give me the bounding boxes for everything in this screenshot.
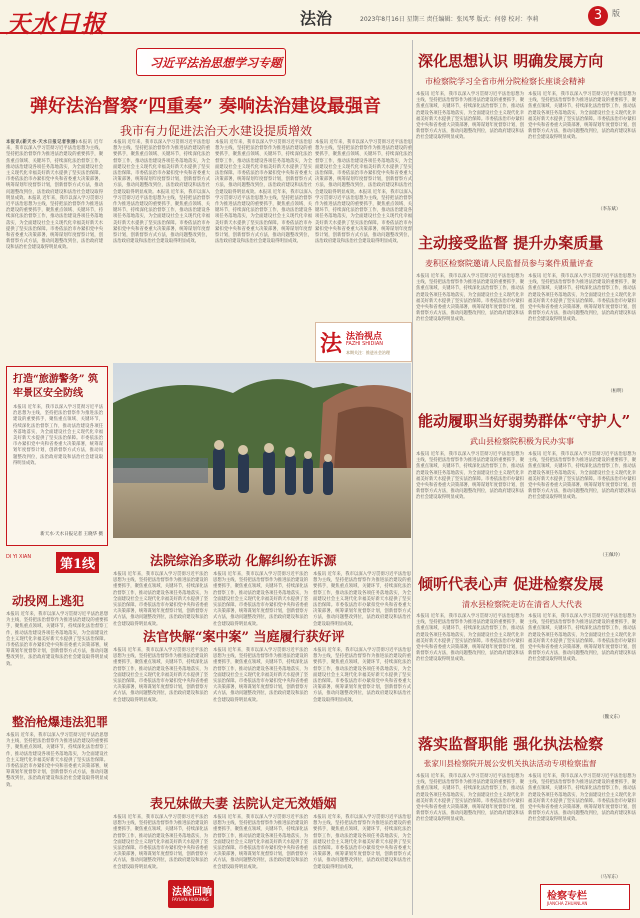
mid-item-2-col-2: 本报讯 近年来，我市以深入学习贯彻习近平法治思想为主线，坚持把法治督察作为推进法治建设的重要抓手，聚焦重点领域、关键环节，持续深化法治督察工作，推动法治建设各项任务落地落实，为全面建设社会主义现代化幸福美好新天水提供了坚实法治保障。市委依法治市办紧扣党中央和省委重大决策部署，统筹谋划年度督察计划，创新督察方式方法，推动问题整改到位，法治政府建设和法治社会建设取得明显成效。 <box>213 648 308 703</box>
right-item-1-author: （李东斌） <box>598 207 621 212</box>
mid-item-2-col-1: 本报讯 近年来，我市以深入学习贯彻习近平法治思想为主线，坚持把法治督察作为推进法治建设的重要抓手，聚焦重点领域、关键环节，持续深化法治督察工作，推动法治建设各项任务落地落实，为全面建设社会主义现代化幸福美好新天水提供了坚实法治保障。市委依法治市办紧扣党中央和省委重大决策部署，统筹谋划年度督察计划，创新督察方式方法，推动问题整改到位，法治政府建设和法治社会建设取得明显成效。 <box>113 648 208 703</box>
lead-body-cont: 本报讯 近年来，我市以深入学习贯彻习近平法治思想为主线，坚持把法治督察作为推进法治建设的重要抓手，聚焦重点领域、关键环节，持续深化法治督察工作，推动法治建设各项任务落地落实，为全面建设社会主义现代化幸福美好新天水提供了坚实法治保障。市委依法治市办紧扣党中央和省委重大决策部署，统筹谋划年度督察计划，创新督察方式方法，推动问题整改到位，法治政府建设和法治社会建设取得明显成效。 <box>215 189 312 245</box>
lead-body: 本报讯 近年来，我市以深入学习贯彻习近平法治思想为主线，坚持把法治督察作为推进法治建设的重要抓手，聚焦重点领域、关键环节，持续深化法治督察工作，推动法治建设各项任务落地落实，为全面建设社会主义现代化幸福美好新天水提供了坚实法治保障。市委依法治市办紧扣党中央和省委重大决策部署，统筹谋划年度督察计划，创新督察方式方法，推动问题整改到位，法治政府建设和法治社会建设取得明显成效。 <box>215 140 312 195</box>
section-name: 法治 <box>300 9 333 28</box>
right-item-4-subtitle: 清水县检察院走访在清省人大代表 <box>462 600 582 609</box>
mid-item-3-col-2: 本报讯 近年来，我市以深入学习贯彻习近平法治思想为主线，坚持把法治督察作为推进法治建设的重要抓手，聚焦重点领域、关键环节，持续深化法治督察工作，推动法治建设各项任务落地落实，为全面建设社会主义现代化幸福美好新天水提供了坚实法治保障。市委依法治市办紧扣党中央和省委重大决策部署，统筹谋划年度督察计划，创新督察方式方法，推动问题整改到位，法治政府建设和法治社会建设取得明显成效。 <box>213 815 308 870</box>
left-item-2-title: 整治枪爆违法犯罪 <box>12 715 109 729</box>
column-divider <box>412 40 413 915</box>
law-glyph-icon: 法 <box>320 331 343 357</box>
right-item-3-col-2: 本报讯 近年来，我市以深入学习贯彻习近平法治思想为主线，坚持把法治督察作为推进法治建设的重要抓手，聚焦重点领域、关键环节，持续深化法治督察工作，推动法治建设各项任务落地落实，为全面建设社会主义现代化幸福美好新天水提供了坚实法治保障。市委依法治市办紧扣党中央和省委重大决策部署，统筹谋划年度督察计划，创新督察方式方法，推动问题整改到位，法治政府建设和法治社会建设取得明显成效。 <box>528 452 636 501</box>
law-column-box <box>315 322 412 362</box>
police-patrol-photo <box>113 363 411 538</box>
right-item-2-author: （桓明） <box>608 389 626 394</box>
lead-body: 本报讯 近年来，我市以深入学习贯彻习近平法治思想为主线，坚持把法治督察作为推进法治建设的重要抓手，聚焦重点领域、关键环节，持续深化法治督察工作，推动法治建设各项任务落地落实，为全面建设社会主义现代化幸福美好新天水提供了坚实法治保障。市委依法治市办紧扣党中央和省委重大决策部署，统筹谋划年度督察计划，创新督察方式方法，推动问题整改到位，法治政府建设和法治社会建设取得明显成效。 <box>113 140 210 195</box>
lead-body: 本报讯 近年来，我市以深入学习贯彻习近平法治思想为主线，坚持把法治督察作为推进法治建设的重要抓手，聚焦重点领域、关键环节，持续深化法治督察工作，推动法治建设各项任务落地落实，为全面建设社会主义现代化幸福美好新天水提供了坚实法治保障。市委依法治市办紧扣党中央和省委重大决策部署，统筹谋划年度督察计划，创新督察方式方法，推动问题整改到位，法治政府建设和法治社会建设取得明显成效。 <box>6 140 103 201</box>
right-item-1-title: 深化思想认识 明确发展方向 <box>418 52 604 70</box>
left-item-2-body: 本报讯 近年来，我市以深入学习贯彻习近平法治思想为主线，坚持把法治督察作为推进法治建设的重要抓手，聚焦重点领域、关键环节，持续深化法治督察工作，推动法治建设各项任务落地落实，为全面建设社会主义现代化幸福美好新天水提供了坚实法治保障。市委依法治市办紧扣党中央和省委重大决策部署，统筹谋划年度督察计划，创新督察方式方法，推动问题整改到位，法治政府建设和法治社会建设取得明显成效。 <box>6 733 108 788</box>
right-item-3-title: 能动履职当好弱势群体“守护人” <box>418 412 631 430</box>
first-line-label: 第1线 <box>56 552 99 573</box>
right-item-3-col-1: 本报讯 近年来，我市以深入学习贯彻习近平法治思想为主线，坚持把法治督察作为推进法治建设的重要抓手，聚焦重点领域、关键环节，持续深化法治督察工作，推动法治建设各项任务落地落实，为全面建设社会主义现代化幸福美好新天水提供了坚实法治保障。市委依法治市办紧扣党中央和省委重大决策部署，统筹谋划年度督察计划，创新督察方式方法，推动问题整改到位，法治政府建设和法治社会建设取得明显成效。 <box>416 452 524 501</box>
mid-item-1-col-2: 本报讯 近年来，我市以深入学习贯彻习近平法治思想为主线，坚持把法治督察作为推进法治建设的重要抓手，聚焦重点领域、关键环节，持续深化法治督察工作，推动法治建设各项任务落地落实，为全面建设社会主义现代化幸福美好新天水提供了坚实法治保障。市委依法治市办紧扣党中央和省委重大决策部署，统筹谋划年度督察计划，创新督察方式方法，推动问题整改到位，法治政府建设和法治社会建设取得明显成效。 <box>213 572 308 627</box>
right-item-3-author: （王佩玲） <box>600 553 623 558</box>
right-item-4-author: （魏文东） <box>600 715 623 720</box>
masthead <box>0 0 640 38</box>
right-item-4-col-1: 本报讯 近年来，我市以深入学习贯彻习近平法治思想为主线，坚持把法治督察作为推进法治建设的重要抓手，聚焦重点领域、关键环节，持续深化法治督察工作，推动法治建设各项任务落地落实，为全面建设社会主义现代化幸福美好新天水提供了坚实法治保障。市委依法治市办紧扣党中央和省委重大决策部署，统筹谋划年度督察计划，创新督察方式方法，推动问题整改到位，法治政府建设和法治社会建设取得明显成效。 <box>416 614 524 663</box>
right-item-4-title: 倾听代表心声 促进检察发展 <box>418 575 604 593</box>
jiancha-badge-title: 检察专栏 <box>547 891 587 902</box>
sidebar-box <box>6 366 108 546</box>
sidebar-box-body: 本报讯 近年来，我市以深入学习贯彻习近平法治思想为主线，坚持把法治督察作为推进法治建设的重要抓手，聚焦重点领域、关键环节，持续深化法治督察工作，推动法治建设各项任务落地落实，为全面建设社会主义现代化幸福美好新天水提供了坚实法治保障。市委依法治市办紧扣党中央和省委重大决策部署，统筹谋划年度督察计划，创新督察方式方法，推动问题整改到位，法治政府建设和法治社会建设取得明显成效。 <box>13 405 103 466</box>
lead-col-1 <box>6 140 103 360</box>
right-item-1-subtitle: 市检察院学习全省市州分院检察长座谈会精神 <box>425 77 585 86</box>
jiancha-badge <box>540 884 630 910</box>
lead-byline: 本报讯(新天水·天水日报记者张丽) <box>6 140 78 145</box>
edition-label: 版 <box>612 9 620 18</box>
lead-col-3 <box>215 140 312 360</box>
lead-body-cont: 本报讯 近年来，我市以深入学习贯彻习近平法治思想为主线，坚持把法治督察作为推进法治建设的重要抓手，聚焦重点领域、关键环节，持续深化法治督察工作，推动法治建设各项任务落地落实，为全面建设社会主义现代化幸福美好新天水提供了坚实法治保障。市委依法治市办紧扣党中央和省委重大决策部署，统筹谋划年度督察计划，创新督察方式方法，推动问题整改到位，法治政府建设和法治社会建设取得明显成效。 <box>113 189 210 245</box>
fayuan-badge-pinyin: FAYUAN HUIXIANG <box>172 897 209 902</box>
right-item-5-title: 落实监督职能 强化执法检察 <box>418 735 604 753</box>
fayuan-badge <box>168 880 214 908</box>
lead-col-4 <box>315 140 412 315</box>
mid-item-3-col-3: 本报讯 近年来，我市以深入学习贯彻习近平法治思想为主线，坚持把法治督察作为推进法治建设的重要抓手，聚焦重点领域、关键环节，持续深化法治督察工作，推动法治建设各项任务落地落实，为全面建设社会主义现代化幸福美好新天水提供了坚实法治保障。市委依法治市办紧扣党中央和省委重大决策部署，统筹谋划年度督察计划，创新督察方式方法，推动问题整改到位，法治政府建设和法治社会建设取得明显成效。 <box>313 815 411 870</box>
first-line-banner <box>6 552 108 574</box>
right-item-4-col-2: 本报讯 近年来，我市以深入学习贯彻习近平法治思想为主线，坚持把法治督察作为推进法治建设的重要抓手，聚焦重点领域、关键环节，持续深化法治督察工作，推动法治建设各项任务落地落实，为全面建设社会主义现代化幸福美好新天水提供了坚实法治保障。市委依法治市办紧扣党中央和省委重大决策部署，统筹谋划年度督察计划，创新督察方式方法，推动问题整改到位，法治政府建设和法治社会建设取得明显成效。 <box>528 614 636 663</box>
mid-item-1-col-1: 本报讯 近年来，我市以深入学习贯彻习近平法治思想为主线，坚持把法治督察作为推进法治建设的重要抓手，聚焦重点领域、关键环节，持续深化法治督察工作，推动法治建设各项任务落地落实，为全面建设社会主义现代化幸福美好新天水提供了坚实法治保障。市委依法治市办紧扣党中央和省委重大决策部署，统筹谋划年度督察计划，创新督察方式方法，推动问题整改到位，法治政府建设和法治社会建设取得明显成效。 <box>113 572 208 627</box>
right-item-1-col-1: 本报讯 近年来，我市以深入学习贯彻习近平法治思想为主线，坚持把法治督察作为推进法治建设的重要抓手，聚焦重点领域、关键环节，持续深化法治督察工作，推动法治建设各项任务落地落实，为全面建设社会主义现代化幸福美好新天水提供了坚实法治保障。市委依法治市办紧扣党中央和省委重大决策部署，统筹谋划年度督察计划，创新督察方式方法，推动问题整改到位，法治政府建设和法治社会建设取得明显成效。 <box>416 92 524 141</box>
right-item-2-subtitle: 麦积区检察院邀请人民监督员参与案件质量评查 <box>425 259 593 268</box>
law-column-sub: 本期关注：推进社会治理 <box>346 350 390 355</box>
mid-item-3-title: 表兄妹做夫妻 法院认定无效婚姻 <box>150 797 337 812</box>
lead-body-cont: 本报讯 近年来，我市以深入学习贯彻习近平法治思想为主线，坚持把法治督察作为推进法治建设的重要抓手，聚焦重点领域、关键环节，持续深化法治督察工作，推动法治建设各项任务落地落实，为全面建设社会主义现代化幸福美好新天水提供了坚实法治保障。市委依法治市办紧扣党中央和省委重大决策部署，统筹谋划年度督察计划，创新督察方式方法，推动问题整改到位，法治政府建设和法治社会建设取得明显成效。 <box>315 189 412 245</box>
page-number: 3 <box>588 6 608 26</box>
lead-subheadline: 我市有力促进法治天水建设提质增效 <box>120 124 313 138</box>
lead-body-cont: 本报讯 近年来，我市以深入学习贯彻习近平法治思想为主线，坚持把法治督察作为推进法治建设的重要抓手，聚焦重点领域、关键环节，持续深化法治督察工作，推动法治建设各项任务落地落实，为全面建设社会主义现代化幸福美好新天水提供了坚实法治保障。市委依法治市办紧扣党中央和省委重大决策部署，统筹谋划年度督察计划，创新督察方式方法，推动问题整改到位，法治政府建设和法治社会建设取得明显成效。 <box>6 195 103 251</box>
mid-item-2-title: 法官快解“案中案” 当庭履行获好评 <box>143 630 345 645</box>
right-item-2-title: 主动接受监督 提升办案质量 <box>418 234 604 252</box>
jiancha-badge-pinyin: JIANCHA ZHUANLAN <box>547 901 588 906</box>
right-item-1-col-2: 本报讯 近年来，我市以深入学习贯彻习近平法治思想为主线，坚持把法治督察作为推进法治建设的重要抓手，聚焦重点领域、关键环节，持续深化法治督察工作，推动法治建设各项任务落地落实，为全面建设社会主义现代化幸福美好新天水提供了坚实法治保障。市委依法治市办紧扣党中央和省委重大决策部署，统筹谋划年度督察计划，创新督察方式方法，推动问题整改到位，法治政府建设和法治社会建设取得明显成效。 <box>528 92 636 141</box>
sidebar-box-author: 新天水·天水日报记者 王晓华 摄 <box>40 532 103 537</box>
issue-meta: 2023年8月16日 星期三 责任编辑：张凤琴 版式：何蓉 校对：李莉 <box>360 16 539 23</box>
newspaper-logo: 天水日报 <box>6 9 106 38</box>
right-item-5-col-2: 本报讯 近年来，我市以深入学习贯彻习近平法治思想为主线，坚持把法治督察作为推进法治建设的重要抓手，聚焦重点领域、关键环节，持续深化法治督察工作，推动法治建设各项任务落地落实，为全面建设社会主义现代化幸福美好新天水提供了坚实法治保障。市委依法治市办紧扣党中央和省委重大决策部署，统筹谋划年度督察计划，创新督察方式方法，推动问题整改到位，法治政府建设和法治社会建设取得明显成效。 <box>528 774 636 823</box>
left-item-1-title: 动投网上逃犯 <box>12 594 85 608</box>
lead-body: 本报讯 近年来，我市以深入学习贯彻习近平法治思想为主线，坚持把法治督察作为推进法治建设的重要抓手，聚焦重点领域、关键环节，持续深化法治督察工作，推动法治建设各项任务落地落实，为全面建设社会主义现代化幸福美好新天水提供了坚实法治保障。市委依法治市办紧扣党中央和省委重大决策部署，统筹谋划年度督察计划，创新督察方式方法，推动问题整改到位，法治政府建设和法治社会建设取得明显成效。 <box>315 140 412 195</box>
sidebar-box-title: 打造“旅游警务” 筑牢景区安全防线 <box>13 374 98 399</box>
theme-banner-text: 习近平法治思想学习专题 <box>150 56 283 70</box>
right-item-3-subtitle: 武山县检察院积极为民办实事 <box>470 437 574 446</box>
mid-item-3-col-1: 本报讯 近年来，我市以深入学习贯彻习近平法治思想为主线，坚持把法治督察作为推进法治建设的重要抓手，聚焦重点领域、关键环节，持续深化法治督察工作，推动法治建设各项任务落地落实，为全面建设社会主义现代化幸福美好新天水提供了坚实法治保障。市委依法治市办紧扣党中央和省委重大决策部署，统筹谋划年度督察计划，创新督察方式方法，推动问题整改到位，法治政府建设和法治社会建设取得明显成效。 <box>113 815 208 870</box>
first-line-pinyin: DI YI XIAN <box>6 554 32 560</box>
mid-item-1-title: 法院综治多联动 化解纠纷在诉源 <box>150 554 337 569</box>
left-item-1-body: 本报讯 近年来，我市以深入学习贯彻习近平法治思想为主线，坚持把法治督察作为推进法治建设的重要抓手，聚焦重点领域、关键环节，持续深化法治督察工作，推动法治建设各项任务落地落实，为全面建设社会主义现代化幸福美好新天水提供了坚实法治保障。市委依法治市办紧扣党中央和省委重大决策部署，统筹谋划年度督察计划，创新督察方式方法，推动问题整改到位，法治政府建设和法治社会建设取得明显成效。 <box>6 612 108 667</box>
fayuan-badge-title: 法检回响 <box>172 887 212 898</box>
right-item-5-col-1: 本报讯 近年来，我市以深入学习贯彻习近平法治思想为主线，坚持把法治督察作为推进法治建设的重要抓手，聚焦重点领域、关键环节，持续深化法治督察工作，推动法治建设各项任务落地落实，为全面建设社会主义现代化幸福美好新天水提供了坚实法治保障。市委依法治市办紧扣党中央和省委重大决策部署，统筹谋划年度督察计划，创新督察方式方法，推动问题整改到位，法治政府建设和法治社会建设取得明显成效。 <box>416 774 524 823</box>
law-column-pinyin: FAZHI SHIDIAN <box>346 341 383 347</box>
right-item-2-col-1: 本报讯 近年来，我市以深入学习贯彻习近平法治思想为主线，坚持把法治督察作为推进法治建设的重要抓手，聚焦重点领域、关键环节，持续深化法治督察工作，推动法治建设各项任务落地落实，为全面建设社会主义现代化幸福美好新天水提供了坚实法治保障。市委依法治市办紧扣党中央和省委重大决策部署，统筹谋划年度督察计划，创新督察方式方法，推动问题整改到位，法治政府建设和法治社会建设取得明显成效。 <box>416 274 524 323</box>
law-column-title: 法治视点 <box>346 332 383 342</box>
lead-col-2 <box>113 140 210 360</box>
right-item-5-subtitle: 张家川县检察院开展公安机关执法活动专项检察监督 <box>424 759 597 768</box>
mid-item-1-col-3: 本报讯 近年来，我市以深入学习贯彻习近平法治思想为主线，坚持把法治督察作为推进法治建设的重要抓手，聚焦重点领域、关键环节，持续深化法治督察工作，推动法治建设各项任务落地落实，为全面建设社会主义现代化幸福美好新天水提供了坚实法治保障。市委依法治市办紧扣党中央和省委重大决策部署，统筹谋划年度督察计划，创新督察方式方法，推动问题整改到位，法治政府建设和法治社会建设取得明显成效。 <box>313 572 411 627</box>
right-item-2-col-2: 本报讯 近年来，我市以深入学习贯彻习近平法治思想为主线，坚持把法治督察作为推进法治建设的重要抓手，聚焦重点领域、关键环节，持续深化法治督察工作，推动法治建设各项任务落地落实，为全面建设社会主义现代化幸福美好新天水提供了坚实法治保障。市委依法治市办紧扣党中央和省委重大决策部署，统筹谋划年度督察计划，创新督察方式方法，推动问题整改到位，法治政府建设和法治社会建设取得明显成效。 <box>528 274 636 323</box>
mid-item-2-col-3: 本报讯 近年来，我市以深入学习贯彻习近平法治思想为主线，坚持把法治督察作为推进法治建设的重要抓手，聚焦重点领域、关键环节，持续深化法治督察工作，推动法治建设各项任务落地落实，为全面建设社会主义现代化幸福美好新天水提供了坚实法治保障。市委依法治市办紧扣党中央和省委重大决策部署，统筹谋划年度督察计划，创新督察方式方法，推动问题整改到位，法治政府建设和法治社会建设取得明显成效。 <box>313 648 411 703</box>
right-item-5-author: （马军东） <box>598 875 621 880</box>
lead-headline: 弹好法治督察“四重奏” 奏响法治建设最强音 <box>30 96 381 117</box>
